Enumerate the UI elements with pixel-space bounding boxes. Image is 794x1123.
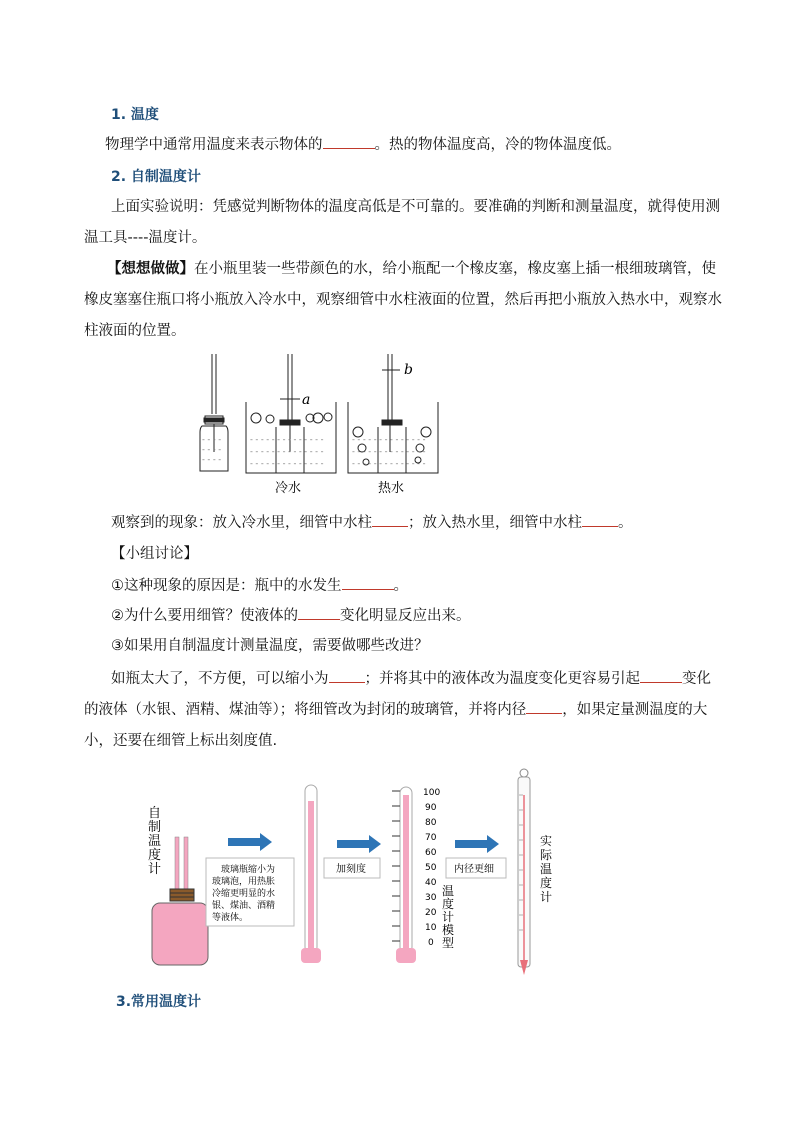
svg-text:10: 10 — [425, 923, 437, 933]
svg-text:- - - - - - - - - - - - - -: - - - - - - - - - - - - - - — [250, 435, 324, 444]
svg-text:冷缩更明显的水: 冷缩更明显的水 — [212, 889, 276, 899]
question-3: ③如果用自制温度计测量温度，需要做哪些改进？ — [111, 638, 429, 654]
paragraph-think-line2: 橡皮塞塞住瓶口将小瓶放入冷水中，观察细管中水柱液面的位置，然后再把小瓶放入热水中，观察水 — [84, 292, 722, 308]
paragraph-temperature-definition — [105, 134, 621, 155]
text: ①这种现象的原因是：瓶中的水发生 — [111, 578, 342, 594]
svg-text:- - - - - - - - - - - - - -: - - - - - - - - - - - - - - — [250, 459, 324, 468]
svg-text:温: 温 — [148, 834, 162, 849]
svg-text:实: 实 — [540, 834, 553, 848]
paragraph-intro-line2: 温工具----温度计。 — [84, 230, 207, 246]
svg-text:- - - - - - - - - - - - - -: - - - - - - - - - - - - - - — [250, 447, 324, 456]
svg-text:自: 自 — [148, 806, 162, 821]
question-1 — [111, 575, 408, 596]
svg-text:度: 度 — [442, 897, 455, 911]
text: 物理学中通常用温度来表示物体的 — [105, 137, 323, 153]
cold-water-dots — [250, 435, 324, 468]
svg-text:30: 30 — [425, 893, 437, 903]
label-thermometer-model — [442, 884, 454, 950]
text: 观察到的现象：放入冷水里，细管中水柱 — [111, 515, 372, 531]
label-homemade-thermometer — [148, 806, 161, 877]
arrow-right-icon — [228, 833, 272, 851]
improve-line3: 小，还要在细管上标出刻度值. — [84, 733, 278, 749]
figure-thermometer-evolution — [140, 765, 570, 980]
text: 。 — [393, 578, 408, 594]
improve-line1 — [111, 668, 711, 689]
svg-text:度: 度 — [540, 876, 553, 890]
scale-labels — [423, 788, 440, 948]
water-dots — [202, 435, 221, 464]
svg-text:等液体。: 等液体。 — [212, 913, 249, 923]
svg-text:- - - -: - - - - — [202, 435, 222, 444]
svg-text:70: 70 — [425, 833, 437, 843]
svg-text:内径更细: 内径更细 — [454, 864, 494, 875]
label-a: a — [302, 392, 311, 408]
svg-text:60: 60 — [425, 848, 437, 858]
text: 的液体（水银、酒精、煤油等）；将细管改为封闭的玻璃管，并将内径 — [84, 702, 527, 718]
label-actual-thermometer — [540, 834, 553, 904]
svg-text:银、煤油、酒精: 银、煤油、酒精 — [212, 901, 276, 911]
text: 如瓶太大了，不方便，可以缩小为 — [111, 671, 329, 687]
svg-text:模: 模 — [442, 923, 455, 937]
arrow-right-icon — [455, 835, 499, 853]
svg-text:型: 型 — [442, 936, 455, 950]
svg-text:际: 际 — [540, 848, 553, 862]
fill-blank[interactable] — [298, 605, 340, 620]
paragraph-intro-line1: 上面实验说明：凭感觉判断物体的温度高低是不可靠的。要准确的判断和测量温度，就得使用测 — [111, 199, 720, 215]
section-heading-temperature: 1. 温度 — [111, 107, 159, 123]
svg-text:- - - - - - - - - - - - - -: - - - - - - - - - - - - - - — [352, 435, 426, 444]
caption-cold-water: 冷水 — [275, 481, 302, 496]
hot-water-dots — [352, 435, 426, 468]
svg-text:加刻度: 加刻度 — [336, 864, 366, 875]
paragraph-think-line1 — [107, 259, 716, 279]
section-heading-common-thermometer: 3.常用温度计 — [116, 994, 202, 1010]
think-tag: 【想想做做】 — [107, 261, 194, 277]
fill-blank[interactable] — [342, 575, 394, 590]
svg-text:计: 计 — [148, 862, 162, 877]
arrow-right-icon — [337, 835, 381, 853]
svg-text:90: 90 — [425, 803, 437, 813]
text: 变化 — [682, 671, 711, 687]
svg-text:制: 制 — [148, 820, 162, 835]
svg-text:40: 40 — [425, 878, 437, 888]
svg-text:计: 计 — [540, 890, 553, 904]
caption-hot-water: 热水 — [378, 481, 405, 496]
svg-text:0: 0 — [428, 938, 434, 948]
figure-bottle-experiment — [190, 352, 440, 502]
text: 。热的物体温度高，冷的物体温度低。 — [374, 137, 621, 153]
fill-blank[interactable] — [329, 668, 365, 683]
text: ②为什么要用细管？使液体的 — [111, 608, 298, 624]
svg-text:- - - -: - - - - — [202, 455, 222, 464]
svg-text:度: 度 — [148, 848, 162, 863]
svg-text:- - - -: - - - - — [202, 445, 222, 454]
svg-text:温: 温 — [442, 884, 455, 898]
svg-text:- - - - - - - - - - - - - -: - - - - - - - - - - - - - - — [352, 459, 426, 468]
step-add-scale — [324, 858, 380, 878]
improve-line2 — [84, 699, 707, 720]
actual-thermometer — [518, 769, 530, 975]
fill-blank[interactable] — [526, 699, 562, 714]
fill-blank[interactable] — [582, 512, 618, 527]
thermometer-model — [392, 787, 440, 963]
text: 。 — [618, 515, 633, 531]
section-heading-homemade-thermometer: 2. 自制温度计 — [111, 169, 201, 185]
text: ；并将其中的液体改为温度变化更容易引起 — [364, 671, 640, 687]
label-b: b — [404, 362, 413, 378]
paragraph-think-line3: 柱液面的位置。 — [84, 323, 186, 339]
svg-text:50: 50 — [425, 863, 437, 873]
discussion-tag: 【小组讨论】 — [111, 546, 198, 562]
svg-text:- - - - - - - - - - - - - -: - - - - - - - - - - - - - - — [352, 447, 426, 456]
svg-text:玻璃瓶缩小为: 玻璃瓶缩小为 — [221, 865, 276, 875]
svg-text:20: 20 — [425, 908, 437, 918]
svg-text:100: 100 — [423, 788, 441, 798]
text: 变化明显反应出来。 — [340, 608, 471, 624]
thermometer-tube-plain — [301, 785, 321, 963]
question-2 — [111, 605, 471, 626]
svg-text:80: 80 — [425, 818, 437, 828]
note-box — [206, 858, 294, 926]
fill-blank[interactable] — [640, 668, 682, 683]
svg-text:计: 计 — [442, 910, 455, 924]
text: ，如果定量测温度的大 — [562, 702, 708, 718]
fill-blank[interactable] — [372, 512, 408, 527]
fill-blank[interactable] — [323, 134, 375, 149]
svg-text:温: 温 — [540, 862, 553, 876]
text: 在小瓶里装一些带颜色的水，给小瓶配一个橡皮塞，橡皮塞上插一根细玻璃管，使 — [194, 261, 716, 277]
text: ；放入热水里，细管中水柱 — [408, 515, 582, 531]
step-thinner-bore — [446, 858, 506, 878]
paragraph-observation — [111, 512, 633, 533]
svg-text:玻璃泡，用热胀: 玻璃泡，用热胀 — [212, 877, 276, 887]
